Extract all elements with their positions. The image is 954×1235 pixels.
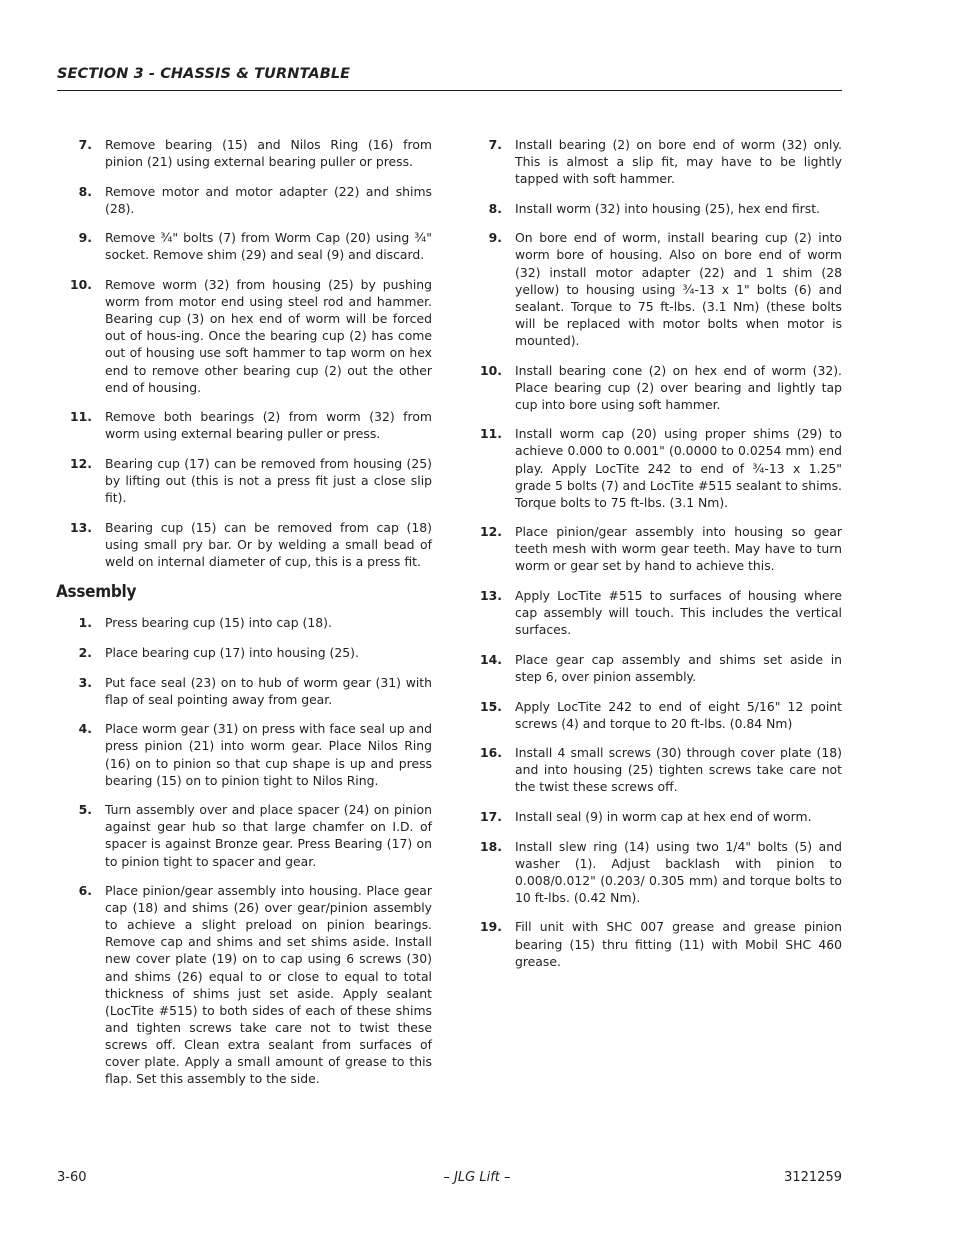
step-text: Put face seal (23) on to hub of worm gear (31) with flap of seal pointing away from gear. xyxy=(105,674,432,707)
list-item xyxy=(56,183,432,217)
step-text: Install bearing cone (2) on hex end of worm (32). Place bearing cup (2) over bearing and lightly tap cup into bore using soft hammer. xyxy=(515,362,842,412)
step-text: Place worm gear (31) on press with face seal up and press pinion (21) into worm gear. Place Nilos Ring (16) on to pinion so that cup shape is up and press bearing (15) on to pinion tight to Nilos Ring. xyxy=(105,721,432,788)
step-text: Place gear cap assembly and shims set aside in step 6, over pinion assembly. xyxy=(515,651,842,684)
list-item xyxy=(466,362,842,413)
list-item xyxy=(56,644,432,661)
footer-brand: – JLG Lift – xyxy=(443,1170,511,1185)
step-text: Fill unit with SHC 007 grease and grease pinion bearing (15) thru fitting (11) with Mobil SHC 460 grease. xyxy=(515,919,842,969)
step-text: Install seal (9) in worm cap at hex end of worm. xyxy=(515,809,812,824)
step-number: 9. xyxy=(78,230,92,246)
list-item xyxy=(466,200,842,217)
step-text: Install worm cap (20) using proper shims (29) to achieve 0.000 to 0.001" (0.0000 to 0.0254 mm) end play. Apply LocTite 242 to end of ¾-13 x 1.25" grade 5 bolts (7) and LocTite #515 sealant to shims. Torque bolts to 75 ft-lbs. (3.1 Nm). xyxy=(515,426,842,510)
list-item xyxy=(466,651,842,685)
step-number: 4. xyxy=(78,721,92,737)
step-text: Place pinion/gear assembly into housing. Place gear cap (18) and shims (26) over gear/pinion assembly to achieve a slight preload on pinion bearings. Remove cap and shims and set shims aside. Install new cover plate (19) on to cap using 6 screws (30) and shims (26) equal to or close to equal to total thickness of shims just set aside. Apply sealant (LocTite #515) to both sides of each of these shims and tighten screws take care not to twist these screws off. Clean extra sealant from surfaces of cover plate. Apply a small amount of grease to this flap. Set this assembly to the side. xyxy=(105,883,432,1087)
step-number: 19. xyxy=(480,919,502,935)
list-item xyxy=(56,136,432,170)
step-text: On bore end of worm, install bearing cup (2) into worm bore of housing. Also on bore end of worm (32) install motor adapter (22) and 1 shim (28 yellow) to housing using ¾-13 x 1" bolts (6) and sealant. Torque to 75 ft-lbs. (3.1 Nm) (these bolts will be replaced with motor bolts when motor is mounted). xyxy=(515,230,842,348)
list-item xyxy=(56,455,432,506)
step-text: Apply LocTite 242 to end of eight 5/16" 12 point screws (4) and torque to 20 ft-lbs. (0.84 Nm) xyxy=(515,698,842,731)
step-number: 15. xyxy=(480,698,502,714)
step-number: 12. xyxy=(70,455,92,471)
list-item xyxy=(466,838,842,906)
page-number: 3-60 xyxy=(57,1170,87,1185)
header-divider xyxy=(57,90,842,91)
step-number: 11. xyxy=(70,409,92,425)
step-number: 11. xyxy=(480,426,502,442)
list-item xyxy=(466,587,842,638)
step-text: Install worm (32) into housing (25), hex end first. xyxy=(515,200,820,216)
document-number: 3121259 xyxy=(784,1170,842,1185)
right-column xyxy=(466,136,842,982)
assembly-list xyxy=(56,614,432,1087)
step-text: Press bearing cup (15) into cap (18). xyxy=(105,615,332,631)
list-item xyxy=(466,698,842,732)
step-number: 13. xyxy=(480,588,502,604)
list-item xyxy=(466,918,842,969)
step-number: 9. xyxy=(488,230,502,246)
step-number: 7. xyxy=(78,137,92,152)
step-text: Apply LocTite #515 to surfaces of housing where cap assembly will touch. This includes the vertical surfaces. xyxy=(515,588,842,638)
step-number: 10. xyxy=(70,277,92,293)
step-text: Install slew ring (14) using two 1/4" bolts (5) and washer (1). Adjust backlash with pinion to 0.008/0.012" (0.203/ 0.305 mm) and torque bolts to 10 ft-lbs. (0.42 Nm). xyxy=(515,838,842,905)
step-number: 10. xyxy=(480,362,502,378)
list-item xyxy=(466,425,842,510)
step-text: Bearing cup (15) can be removed from cap (18) using small pry bar. Or by welding a small bead of weld on internal diameter of cup, this is a press fit. xyxy=(105,519,432,569)
step-number: 8. xyxy=(78,183,92,199)
step-text: Remove bearing (15) and Nilos Ring (16) from pinion (21) using external bearing puller or press. xyxy=(105,137,432,170)
list-item xyxy=(56,276,432,396)
step-number: 5. xyxy=(78,802,92,818)
step-number: 13. xyxy=(70,519,92,535)
list-item xyxy=(56,674,432,708)
step-number: 14. xyxy=(480,651,502,667)
section-title: SECTION 3 - CHASSIS & TURNTABLE xyxy=(57,66,351,82)
list-item xyxy=(466,136,842,187)
list-item xyxy=(466,808,842,825)
list-item xyxy=(466,744,842,795)
assembly-list-continued xyxy=(466,136,842,970)
step-number: 17. xyxy=(480,809,502,824)
list-item xyxy=(56,882,432,1087)
step-text: Install 4 small screws (30) through cover plate (18) and into housing (25) tighten screws take care not the twist these screws off. xyxy=(515,745,842,795)
step-text: Remove ¾" bolts (7) from Worm Cap (20) using ¾" socket. Remove shim (29) and seal (9) and discard. xyxy=(105,230,432,263)
step-number: 1. xyxy=(78,615,92,631)
list-item xyxy=(466,523,842,574)
list-item xyxy=(56,801,432,869)
step-text: Place pinion/gear assembly into housing so gear teeth mesh with worm gear teeth. May have to turn worm or gear set by hand to achieve this. xyxy=(515,524,842,574)
left-column xyxy=(56,136,432,1100)
step-text: Place bearing cup (17) into housing (25). xyxy=(105,645,359,661)
step-text: Remove worm (32) from housing (25) by pushing worm from motor end using steel rod and hammer. Bearing cup (3) on hex end of worm will be forced out of hous-ing. Once the bearing cup (2) has come out of housing use soft hammer to tap worm on hex end to remove other bearing cup (2) out the other end of housing. xyxy=(105,277,432,395)
step-number: 3. xyxy=(78,674,92,690)
step-text: Remove both bearings (2) from worm (32) from worm using external bearing puller or press. xyxy=(105,409,432,442)
step-text: Bearing cup (17) can be removed from housing (25) by lifting out (this is not a press fit just a close slip fit). xyxy=(105,455,432,506)
list-item xyxy=(56,408,432,442)
step-number: 7. xyxy=(488,137,502,152)
list-item xyxy=(56,229,432,263)
list-item xyxy=(56,720,432,788)
step-number: 8. xyxy=(488,200,502,216)
step-text: Turn assembly over and place spacer (24) on pinion against gear hub so that large chamfer on I.D. of spacer is against Bronze gear. Press Bearing (17) on to pinion tight to spacer and gear. xyxy=(105,802,432,869)
assembly-heading: Assembly xyxy=(56,582,137,603)
step-number: 16. xyxy=(480,745,502,761)
disassembly-list xyxy=(56,136,432,570)
step-text: Install bearing (2) on bore end of worm (32) only. This is almost a slip fit, may have to be lightly tapped with soft hammer. xyxy=(515,137,842,187)
step-text: Remove motor and motor adapter (22) and shims (28). xyxy=(105,183,432,216)
list-item xyxy=(56,614,432,631)
step-number: 12. xyxy=(480,524,502,540)
list-item xyxy=(466,229,842,349)
step-number: 18. xyxy=(480,838,502,854)
list-item xyxy=(56,519,432,570)
step-number: 2. xyxy=(78,645,92,661)
step-number: 6. xyxy=(78,883,92,899)
